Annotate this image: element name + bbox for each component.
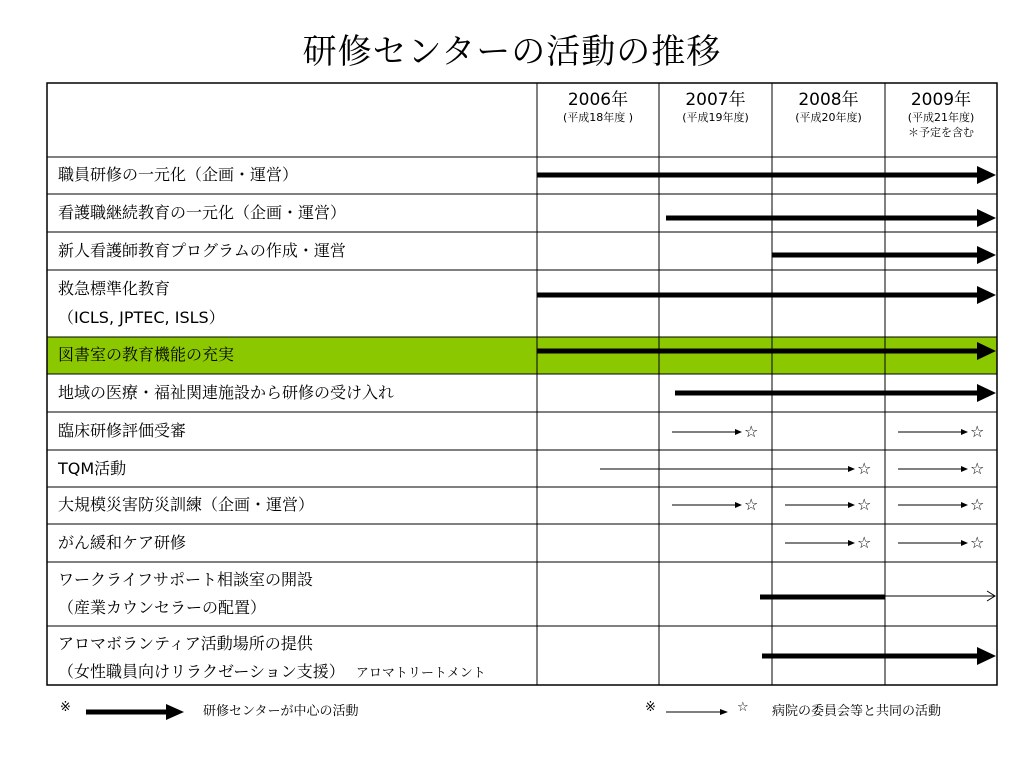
row-label: 新人看護師教育プログラムの作成・運営	[58, 241, 346, 260]
column-year: 2008年	[798, 90, 859, 110]
star-icon: ☆	[744, 422, 759, 441]
legend-mark-1: ※	[60, 700, 71, 715]
legend-thick-arrow-head	[166, 704, 184, 720]
row-label-suffix: アロマトリートメント	[355, 666, 486, 681]
column-era: (平成20年度)	[795, 111, 862, 124]
column-era: (平成21年度)	[907, 111, 975, 124]
row12-main-arrow-head	[977, 647, 996, 665]
row1-main-arrow-head	[977, 166, 996, 184]
star-icon: ☆	[744, 495, 759, 514]
row-label: 救急標準化教育	[58, 279, 171, 298]
star-icon: ☆	[970, 495, 985, 514]
row-label: 大規模災害防災訓練（企画・運営）	[58, 495, 315, 514]
star-icon: ☆	[857, 459, 872, 478]
column-era: (平成18年度 )	[562, 111, 634, 124]
column-note: ＊予定を含む	[908, 126, 974, 139]
row-label-line2: （ICLS, JPTEC, ISLS）	[58, 308, 225, 327]
star-icon: ☆	[857, 495, 872, 514]
column-header-2007	[659, 90, 772, 125]
legend-thin-arrow-head	[720, 709, 728, 715]
column-header-2008	[772, 90, 885, 125]
star-icon: ☆	[737, 700, 749, 715]
row-label: 職員研修の一元化（企画・運営）	[58, 165, 299, 184]
row-label: TQM活動	[58, 459, 127, 478]
row6-main-arrow-head	[977, 384, 996, 402]
row-label: がん緩和ケア研修	[58, 533, 187, 552]
legend-mark-2: ※	[645, 700, 656, 715]
column-year: 2009年	[910, 90, 972, 110]
row-label-line2: （産業カウンセラーの配置）	[58, 598, 267, 617]
star-icon: ☆	[970, 422, 985, 441]
row3-main-arrow-head	[977, 246, 996, 264]
row-label: 図書室の教育機能の充実	[58, 345, 235, 364]
legend-arrows	[86, 704, 728, 720]
row-label: 地域の医療・福祉関連施設から研修の受け入れ	[58, 383, 395, 402]
star-icon: ☆	[970, 459, 985, 478]
row-label: アロマボランティア活動場所の提供	[58, 634, 313, 653]
thick-arrows	[537, 166, 996, 665]
row-label-line2	[58, 658, 486, 688]
page-title: 研修センターの活動の推移	[302, 32, 722, 72]
row-label: 看護職継続教育の一元化（企画・運営）	[58, 203, 347, 222]
legend-text-1: 研修センターが中心の活動	[203, 704, 359, 719]
row-label: ワークライフサポート相談室の開設	[58, 570, 314, 589]
column-header-2009	[885, 90, 997, 140]
column-year: 2007年	[685, 90, 746, 110]
row-label-line2-text: （女性職員向けリラクゼーション支援）	[58, 662, 345, 681]
column-era: (平成19年度)	[682, 111, 749, 124]
column-year: 2006年	[567, 90, 629, 110]
legend-text-2: 病院の委員会等と共同の活動	[772, 704, 942, 719]
star-icon: ☆	[970, 533, 985, 552]
row-label: 臨床研修評価受審	[58, 421, 187, 440]
row4-main-arrow-head	[977, 286, 996, 304]
column-header-2006	[537, 90, 659, 125]
star-icon: ☆	[857, 533, 872, 552]
row2-main-arrow-head	[977, 209, 996, 227]
